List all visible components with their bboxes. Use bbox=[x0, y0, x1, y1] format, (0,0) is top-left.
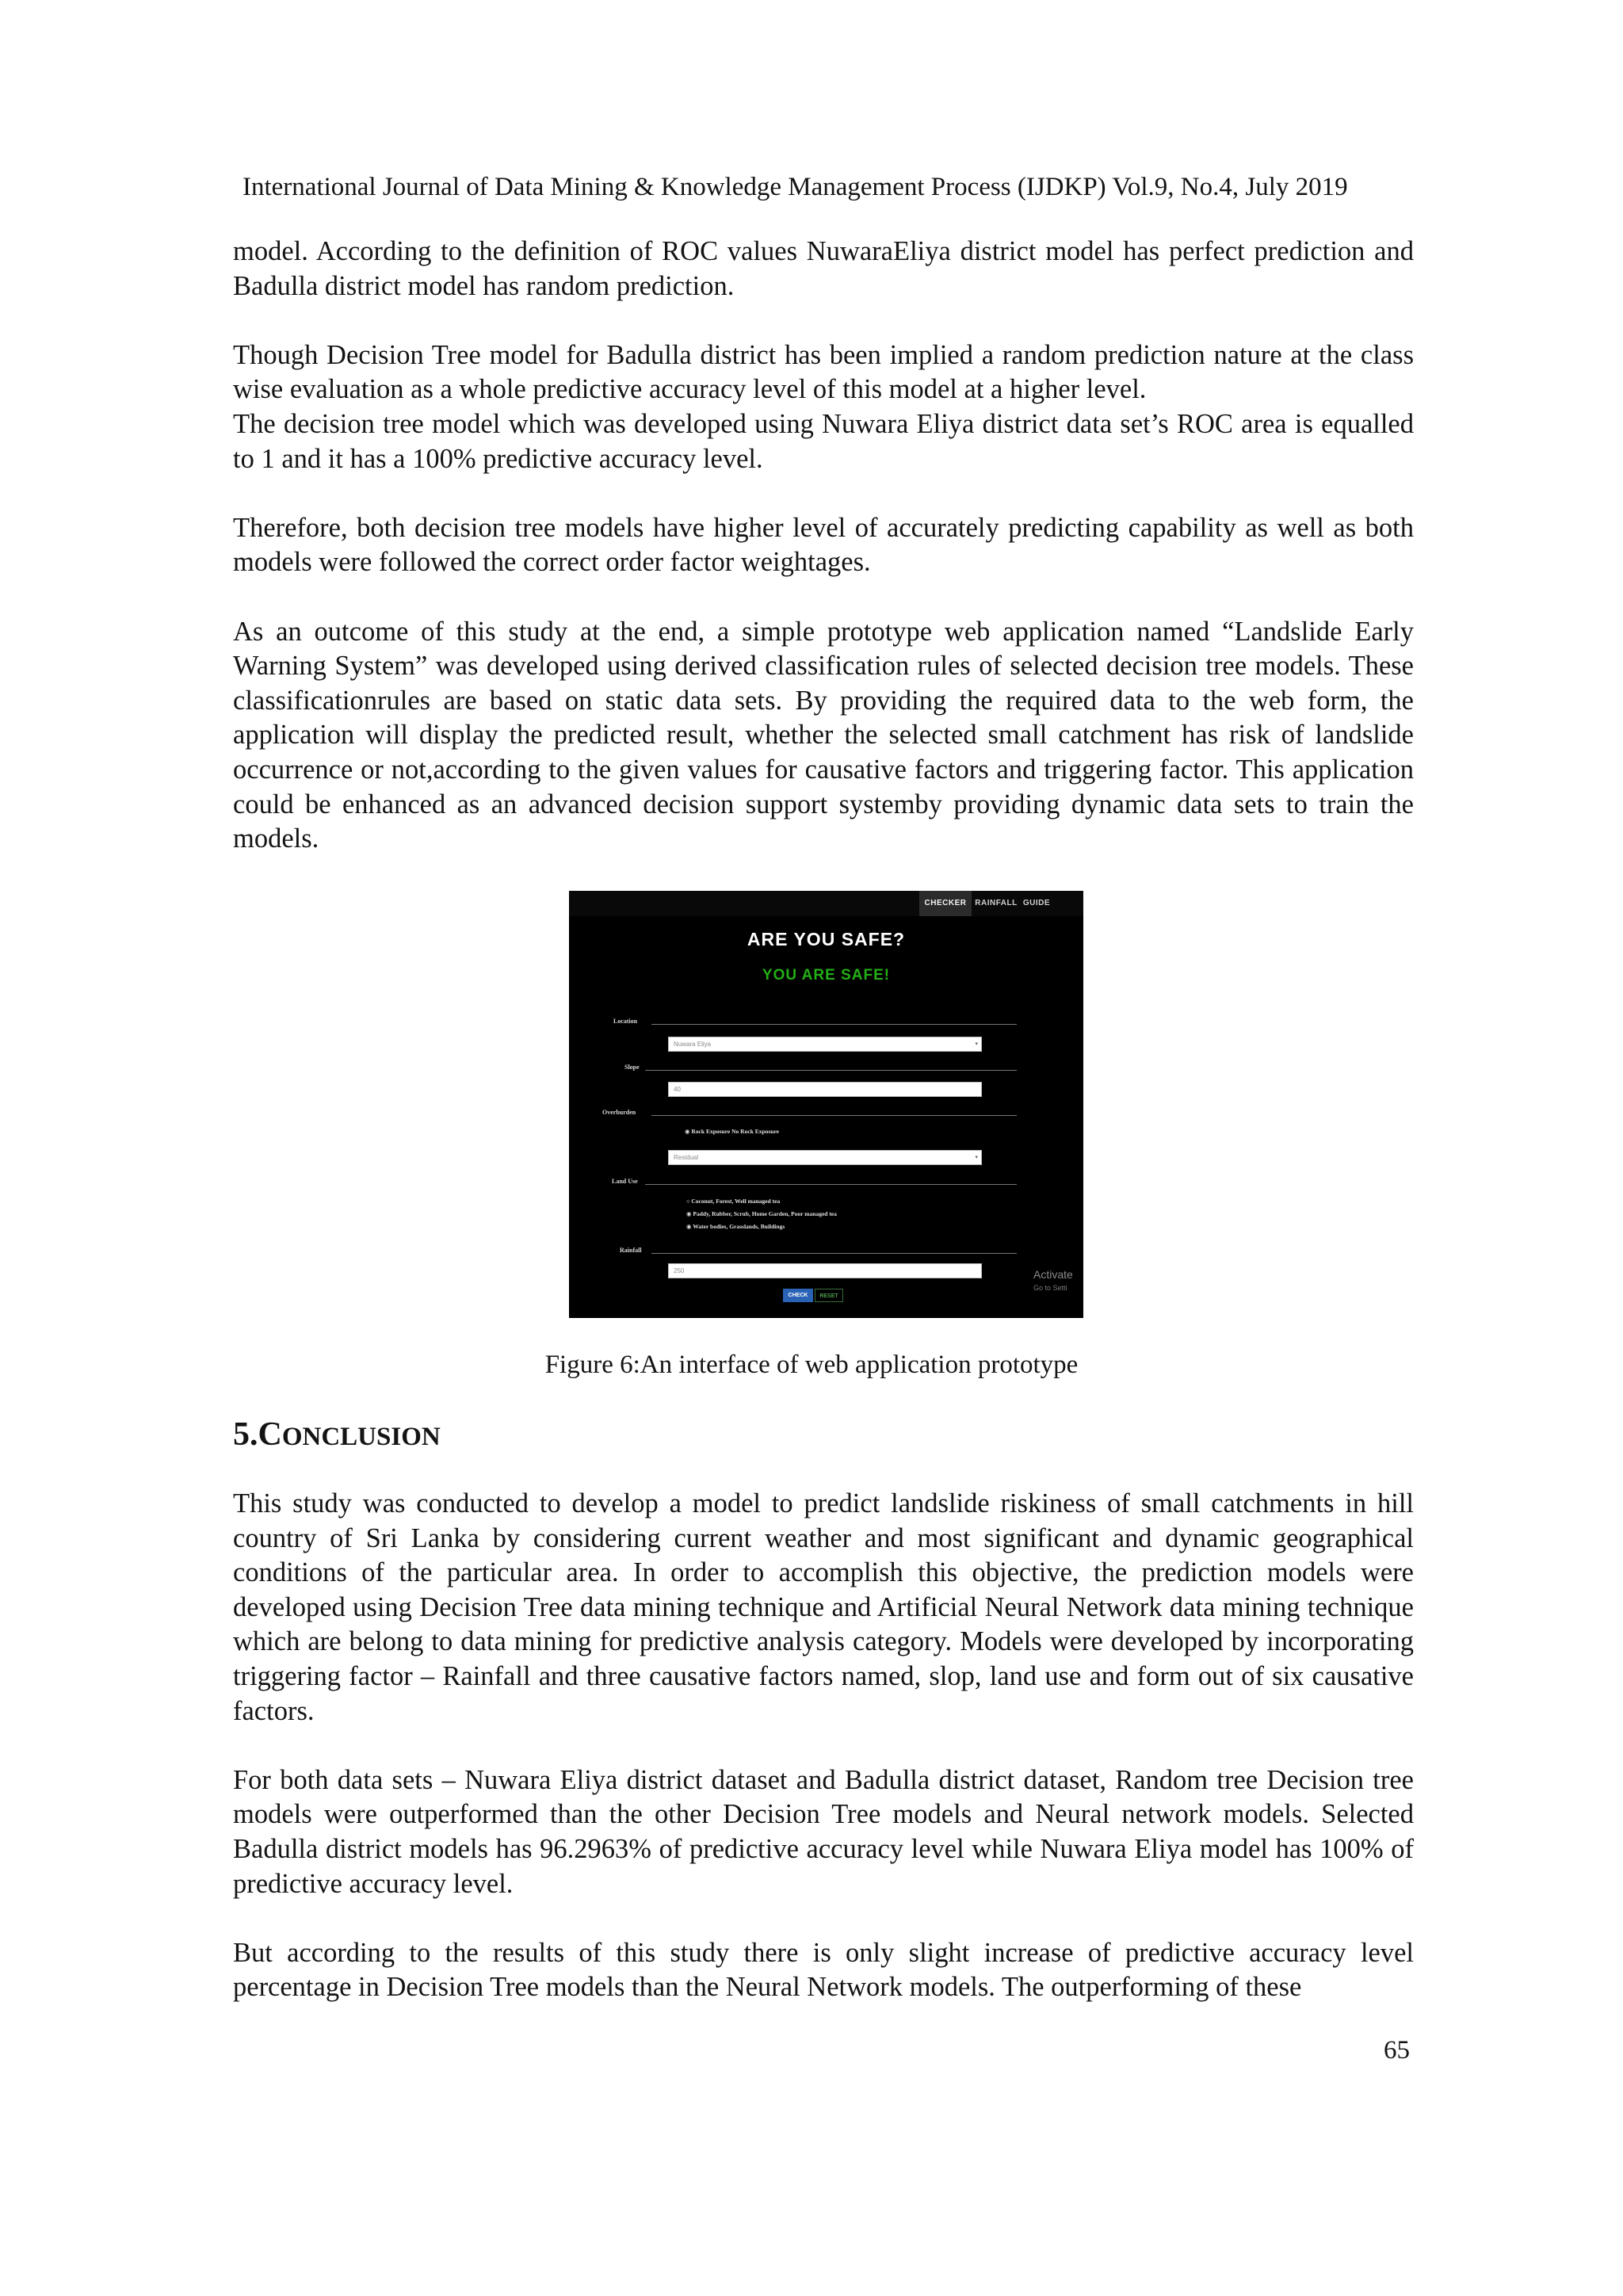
divider bbox=[651, 1115, 1017, 1116]
land-use-option: ○ Coconut, Forest, Well managed tea bbox=[686, 1198, 781, 1205]
body-text-top bbox=[233, 235, 1414, 857]
rainfall-input bbox=[668, 1263, 982, 1278]
nav-tab-rainfall: RAINFALL bbox=[975, 899, 1018, 907]
divider bbox=[651, 1024, 1017, 1025]
label-overburden: Overburden bbox=[602, 1109, 636, 1116]
land-use-option: ◉ Water bodies, Grasslands, Buildings bbox=[686, 1223, 785, 1230]
section-heading bbox=[233, 1412, 441, 1459]
divider bbox=[645, 1070, 1017, 1071]
overburden-radio-group: ◉ Rock Exposure No Rock Exposure bbox=[685, 1128, 779, 1135]
overburden-select-value: Residual bbox=[674, 1154, 699, 1161]
label-rainfall: Rainfall bbox=[620, 1247, 642, 1254]
check-button: CHECK bbox=[783, 1289, 813, 1302]
figure-result: YOU ARE SAFE! bbox=[762, 967, 891, 984]
figure-nav-bar bbox=[569, 891, 1083, 916]
paragraph: As an outcome of this study at the end, a simple prototype web application named “Landslide Early Warning System” was developed using derived classification rules of selected decision tree models. These classificationrules are based on static data sets. By providing the required data to the web form, the application will display the predicted result, whether the selected small catchment has risk of landslide occurrence or not,according to the given values for causative factors and triggering factor. This application could be enhanced as an advanced decision support systemby providing dynamic data sets to train the models. bbox=[233, 616, 1414, 854]
land-use-option: ◉ Paddy, Rubber, Scrub, Home Garden, Poor managed tea bbox=[686, 1210, 837, 1217]
rainfall-input-value: 250 bbox=[674, 1267, 685, 1274]
paragraph: The decision tree model which was developed using Nuwara Eliya district data set’s ROC area is equalled to 1 and it has a 100% predictive accuracy level. bbox=[233, 408, 1414, 474]
land-use-option-text: Paddy, Rubber, Scrub, Home Garden, Poor managed tea bbox=[693, 1210, 837, 1217]
divider bbox=[651, 1253, 1017, 1254]
overburden-options-text: Rock Exposure No Rock Exposure bbox=[691, 1128, 779, 1135]
location-select-value: Nuwara Eliya bbox=[674, 1041, 712, 1048]
land-use-option-text: Water bodies, Grasslands, Buildings bbox=[693, 1223, 785, 1230]
label-land-use: Land Use bbox=[612, 1178, 638, 1185]
section-title-rest: ONCLUSION bbox=[281, 1423, 441, 1451]
windows-activation-watermark-sub: Go to Setti bbox=[1033, 1284, 1067, 1292]
paragraph: Therefore, both decision tree models have higher level of accurately predicting capability as well as both models were followed the correct order factor weightages. bbox=[233, 512, 1414, 578]
body-text-conclusion bbox=[233, 1487, 1414, 2005]
slope-input bbox=[668, 1082, 982, 1097]
location-select bbox=[668, 1037, 982, 1052]
figure-title: ARE YOU SAFE? bbox=[747, 929, 906, 949]
reset-button: RESET bbox=[815, 1289, 843, 1302]
slope-input-value: 40 bbox=[674, 1086, 681, 1093]
section-title-initial: C bbox=[258, 1416, 282, 1453]
paragraph: But according to the results of this study there is only slight increase of predictive accuracy level percentage in Decision Tree models than the Neural Network models. The outperforming of these bbox=[233, 1937, 1414, 2003]
paragraph: model. According to the definition of ROC values NuwaraEliya district model has perfect prediction and Badulla district model has random prediction. bbox=[233, 236, 1414, 301]
figure-caption: Figure 6:An interface of web application prototype bbox=[544, 1350, 1079, 1379]
paragraph: For both data sets – Nuwara Eliya district dataset and Badulla district dataset, Random tree Decision tree models were outperformed than the other Decision Tree models and Neural network models. Selected Badulla district models has 96.2963% of predictive accuracy level while Nuwara Eliya model has 100% of predictive accuracy level. bbox=[233, 1764, 1414, 1899]
chevron-down-icon: ▾ bbox=[975, 1155, 978, 1160]
paragraph: This study was conducted to develop a model to predict landslide riskiness of small catchments in hill country of Sri Lanka by considering current weather and most significant and dynamic geographical conditions of the particular area. In order to accomplish this objective, the prediction models were developed using Decision Tree data mining technique and Artificial Neural Network data mining technique which are belong to data mining for predictive analysis category. Models were developed by incorporating triggering factor – Rainfall and three causative factors named, slop, land use and form out of six causative factors. bbox=[233, 1488, 1414, 1726]
label-location: Location bbox=[613, 1018, 638, 1025]
paragraph: Though Decision Tree model for Badulla district has been implied a random prediction nature at the class wise evaluation as a whole predictive accuracy level of this model at a higher level. bbox=[233, 339, 1414, 405]
running-header: International Journal of Data Mining & Knowledge Management Process (IJDKP) Vol.9, No.4, July 2019 bbox=[242, 173, 1348, 201]
windows-activation-watermark: Activate bbox=[1033, 1268, 1073, 1281]
label-slope: Slope bbox=[624, 1064, 640, 1071]
nav-tab-checker: CHECKER bbox=[919, 891, 972, 916]
divider bbox=[645, 1184, 1017, 1185]
page-number: 65 bbox=[1384, 2036, 1410, 2065]
web-app-screenshot-figure bbox=[569, 891, 1083, 1318]
overburden-select bbox=[668, 1150, 982, 1165]
chevron-down-icon: ▾ bbox=[975, 1041, 978, 1047]
section-number: 5. bbox=[233, 1416, 258, 1453]
nav-tab-guide: GUIDE bbox=[1022, 899, 1051, 907]
land-use-option-text: Coconut, Forest, Well managed tea bbox=[691, 1198, 781, 1205]
